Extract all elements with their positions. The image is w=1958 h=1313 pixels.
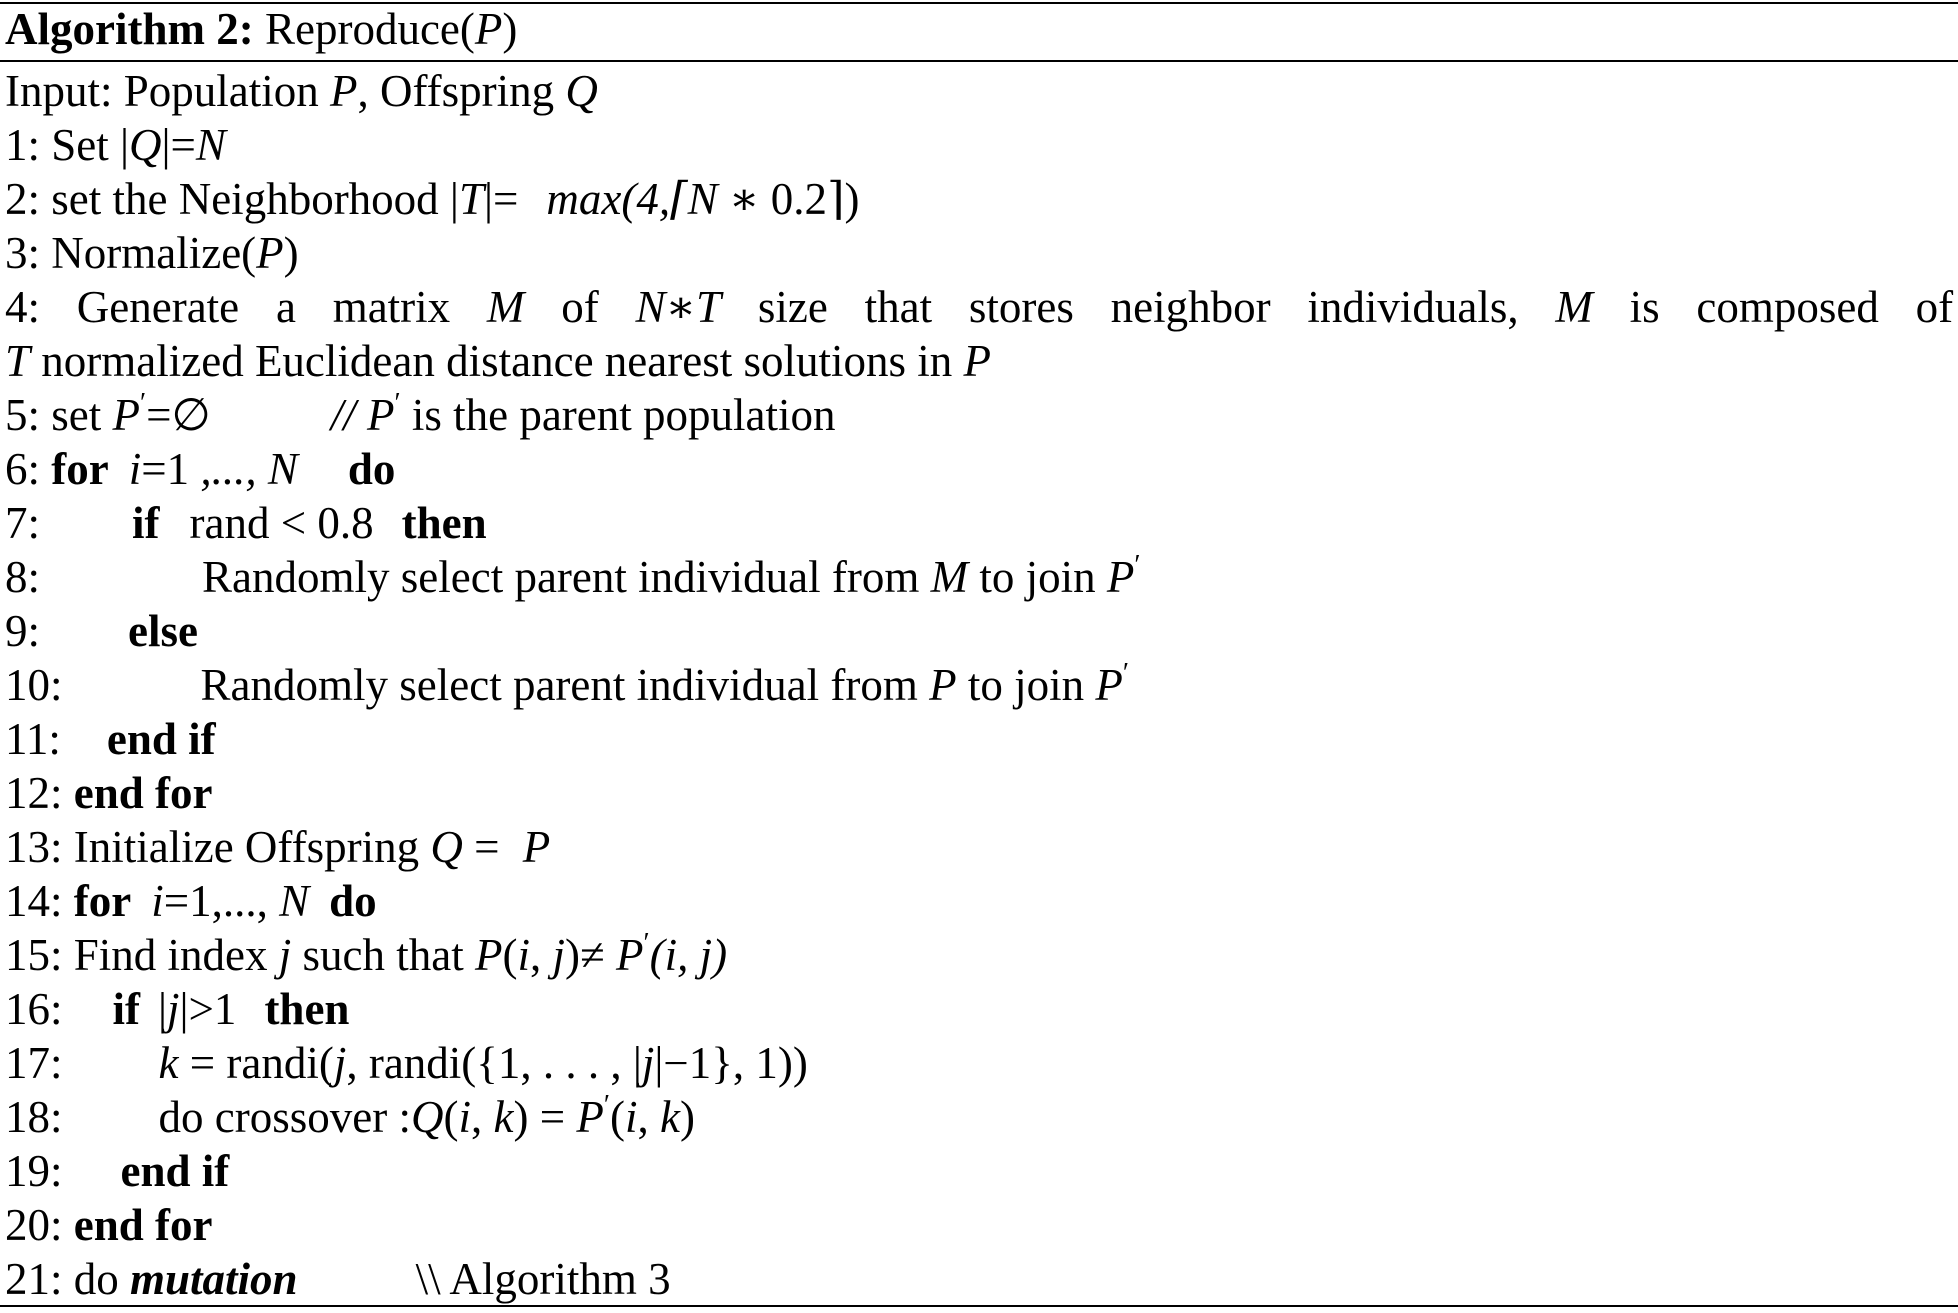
step-18-close: ): [679, 1092, 695, 1142]
step-9-else: else: [128, 606, 198, 656]
step-16-j: j: [167, 984, 180, 1034]
step-2-args: (4,⌈: [621, 174, 688, 224]
step-4-rest: normalized Euclidean distance nearest solutions in: [30, 336, 964, 386]
step-4-word: of: [1915, 282, 1954, 332]
step-1-q: Q: [129, 120, 162, 170]
step-15-prime: ′: [643, 928, 650, 959]
step-11-num: 11:: [5, 714, 61, 764]
step-18-prime: ′: [603, 1090, 610, 1121]
step-4-word: matrix: [332, 282, 451, 332]
step-5-prime2: ′: [394, 388, 401, 419]
step-6-for: for: [51, 444, 109, 494]
step-8-prime: ′: [1134, 550, 1141, 581]
step-3: [5, 226, 299, 280]
step-10-p2: P: [1095, 660, 1123, 710]
step-19-endif: end if: [120, 1146, 230, 1196]
step-18-i2: i: [624, 1092, 638, 1142]
step-17: [5, 1036, 808, 1090]
step-4-m2: M: [1555, 282, 1593, 332]
step-2-max: max: [546, 174, 622, 224]
step-8-m: M: [930, 552, 969, 602]
step-20: [5, 1198, 213, 1252]
input-p: P: [330, 66, 358, 116]
step-2-rest: |=: [483, 174, 519, 224]
step-15-args: (i, j): [649, 930, 728, 980]
step-4-m: M: [486, 282, 525, 332]
step-4-num: 4:: [5, 282, 41, 332]
step-12-endfor: end for: [73, 768, 213, 818]
step-5-comment: //: [330, 390, 367, 440]
step-17-k: k: [158, 1038, 179, 1088]
step-18-num: 18:: [5, 1092, 63, 1142]
step-17-rest: , randi({1, . . . , |: [346, 1038, 642, 1088]
step-3-p: P: [256, 228, 284, 278]
step-1: [5, 118, 226, 172]
step-8-p: P: [1106, 552, 1135, 602]
step-4-word: individuals,: [1307, 282, 1519, 332]
step-20-num: 20:: [5, 1200, 74, 1250]
step-17-eq: = randi(: [178, 1038, 334, 1088]
step-2-text: 2: set the Neighborhood |: [5, 174, 459, 224]
step-14-for: for: [73, 876, 132, 926]
step-18-open: (: [443, 1092, 459, 1142]
step-5-rest: is the parent population: [400, 390, 836, 440]
step-18-eq: ) =: [513, 1092, 577, 1142]
step-17-j: j: [333, 1038, 347, 1088]
step-7-then: then: [401, 498, 487, 548]
step-14: [5, 874, 377, 928]
step-16-cond: |>1: [179, 984, 237, 1034]
step-4-word: Generate: [76, 282, 240, 332]
step-8-join: to join: [968, 552, 1107, 602]
step-19: [5, 1144, 229, 1198]
step-11-endif: end if: [106, 714, 216, 764]
input-text: Input: Population: [5, 66, 330, 116]
step-4-word: composed: [1696, 282, 1879, 332]
step-13-q: Q: [430, 822, 463, 872]
step-4-line-1: [5, 280, 1953, 334]
step-5-p2: P: [366, 390, 395, 440]
step-15-mid: such that: [291, 930, 475, 980]
step-4-word: neighbor: [1110, 282, 1271, 332]
step-14-eq: =1,...,: [163, 876, 280, 926]
step-12-num: 12:: [5, 768, 74, 818]
step-13-p: P: [522, 822, 551, 872]
step-4-word: that: [864, 282, 933, 332]
step-4-word: a: [275, 282, 296, 332]
step-5-p: P: [112, 390, 140, 440]
step-14-num: 14:: [5, 876, 74, 926]
step-11: [5, 712, 216, 766]
step-16-then: then: [264, 984, 350, 1034]
input-q: Q: [565, 66, 598, 116]
step-2-t: T: [458, 174, 484, 224]
step-15-text: 15: Find index: [5, 930, 279, 980]
step-2-n: N: [687, 174, 718, 224]
step-9: [5, 604, 198, 658]
step-14-do: do: [329, 876, 377, 926]
step-18-open2: (: [609, 1092, 625, 1142]
step-6-n: N: [267, 444, 298, 494]
step-10-prime: ′: [1122, 658, 1129, 689]
step-15-p2: P: [615, 930, 644, 980]
step-5-prime: ′: [140, 388, 147, 419]
step-10: [5, 658, 1129, 712]
step-6-do: do: [347, 444, 396, 494]
step-15-comma: ,: [530, 930, 553, 980]
step-15-j: j: [278, 930, 292, 980]
step-18-text: do crossover :: [158, 1092, 411, 1142]
step-18-comma2: ,: [637, 1092, 660, 1142]
input-line: [5, 64, 598, 118]
step-6-eq: =1: [141, 444, 190, 494]
step-9-num: 9:: [5, 606, 41, 656]
algorithm-title: [5, 2, 517, 56]
step-15-p: P: [475, 930, 503, 980]
step-1-n: N: [195, 120, 226, 170]
bottom-rule: [0, 1305, 1958, 1307]
step-17-num: 17:: [5, 1038, 63, 1088]
step-16-bar: |: [158, 984, 168, 1034]
step-18-p: P: [576, 1092, 604, 1142]
step-15: [5, 928, 727, 982]
step-2: [5, 172, 860, 226]
step-13-text: 13: Initialize Offspring: [5, 822, 431, 872]
step-1-text: 1: Set |: [5, 120, 130, 170]
step-10-text: Randomly select parent individual from: [200, 660, 930, 710]
step-15-j2: j: [552, 930, 566, 980]
step-6-num: 6:: [5, 444, 52, 494]
step-18-k: k: [493, 1092, 514, 1142]
step-6: [5, 442, 395, 496]
step-21-num: 21: do: [5, 1254, 131, 1304]
step-18-comma: ,: [470, 1092, 494, 1142]
step-18: [5, 1090, 695, 1144]
step-21: [5, 1252, 671, 1306]
step-13-eq: =: [462, 822, 511, 872]
step-5: [5, 388, 836, 442]
algorithm-close: ): [502, 4, 518, 54]
step-8-text: Randomly select parent individual from: [202, 552, 931, 602]
step-4-word: size: [757, 282, 828, 332]
step-4-nt: N∗T: [635, 282, 722, 332]
step-13: [5, 820, 550, 874]
input-mid: , Offspring: [357, 66, 566, 116]
step-15-i: i: [517, 930, 531, 980]
step-3-close: ): [283, 228, 299, 278]
step-15-neq: )≠: [565, 930, 616, 980]
step-14-i: i: [151, 876, 164, 926]
step-4-word: is: [1629, 282, 1660, 332]
step-4-word: of: [561, 282, 599, 332]
step-8-num: 8:: [5, 552, 41, 602]
step-12: [5, 766, 213, 820]
step-1-rest: |=: [161, 120, 196, 170]
step-21-comment: \\ Algorithm 3: [415, 1254, 671, 1304]
step-16: [5, 982, 349, 1036]
step-6-dots: ,...,: [189, 444, 268, 494]
step-7-if: if: [132, 498, 160, 548]
step-19-num: 19:: [5, 1146, 63, 1196]
algorithm-label: Algorithm 2:: [5, 4, 254, 54]
step-15-open: (: [502, 930, 518, 980]
step-10-join: to join: [956, 660, 1096, 710]
step-4-word: stores: [968, 282, 1074, 332]
step-5-eq: =∅: [146, 390, 211, 440]
step-17-tail: |−1}, 1)): [654, 1038, 808, 1088]
header-rule: [0, 60, 1958, 62]
step-8: [5, 550, 1140, 604]
step-21-mutation: mutation: [130, 1254, 298, 1304]
step-7-cond: rand < 0.8: [189, 498, 374, 548]
algorithm-name: Reproduce(: [264, 4, 475, 54]
step-10-num: 10:: [5, 660, 63, 710]
step-7-num: 7:: [5, 498, 41, 548]
step-14-n: N: [279, 876, 310, 926]
step-4-t: T: [5, 336, 31, 386]
step-18-i: i: [458, 1092, 471, 1142]
step-6-i: i: [128, 444, 142, 494]
step-5-text: 5: set: [5, 390, 113, 440]
step-10-p: P: [929, 660, 957, 710]
step-18-k2: k: [659, 1092, 680, 1142]
step-4-p: P: [963, 336, 991, 386]
step-7: [5, 496, 487, 550]
step-16-if: if: [112, 984, 141, 1034]
step-3-text: 3: Normalize(: [5, 228, 257, 278]
step-20-endfor: end for: [73, 1200, 213, 1250]
algorithm-param: P: [474, 4, 503, 54]
step-4-line-2: [5, 334, 991, 388]
step-2-tail: ∗ 0.2⌉): [717, 174, 860, 224]
step-17-j2: j: [641, 1038, 655, 1088]
step-16-num: 16:: [5, 984, 63, 1034]
step-18-q: Q: [410, 1092, 444, 1142]
